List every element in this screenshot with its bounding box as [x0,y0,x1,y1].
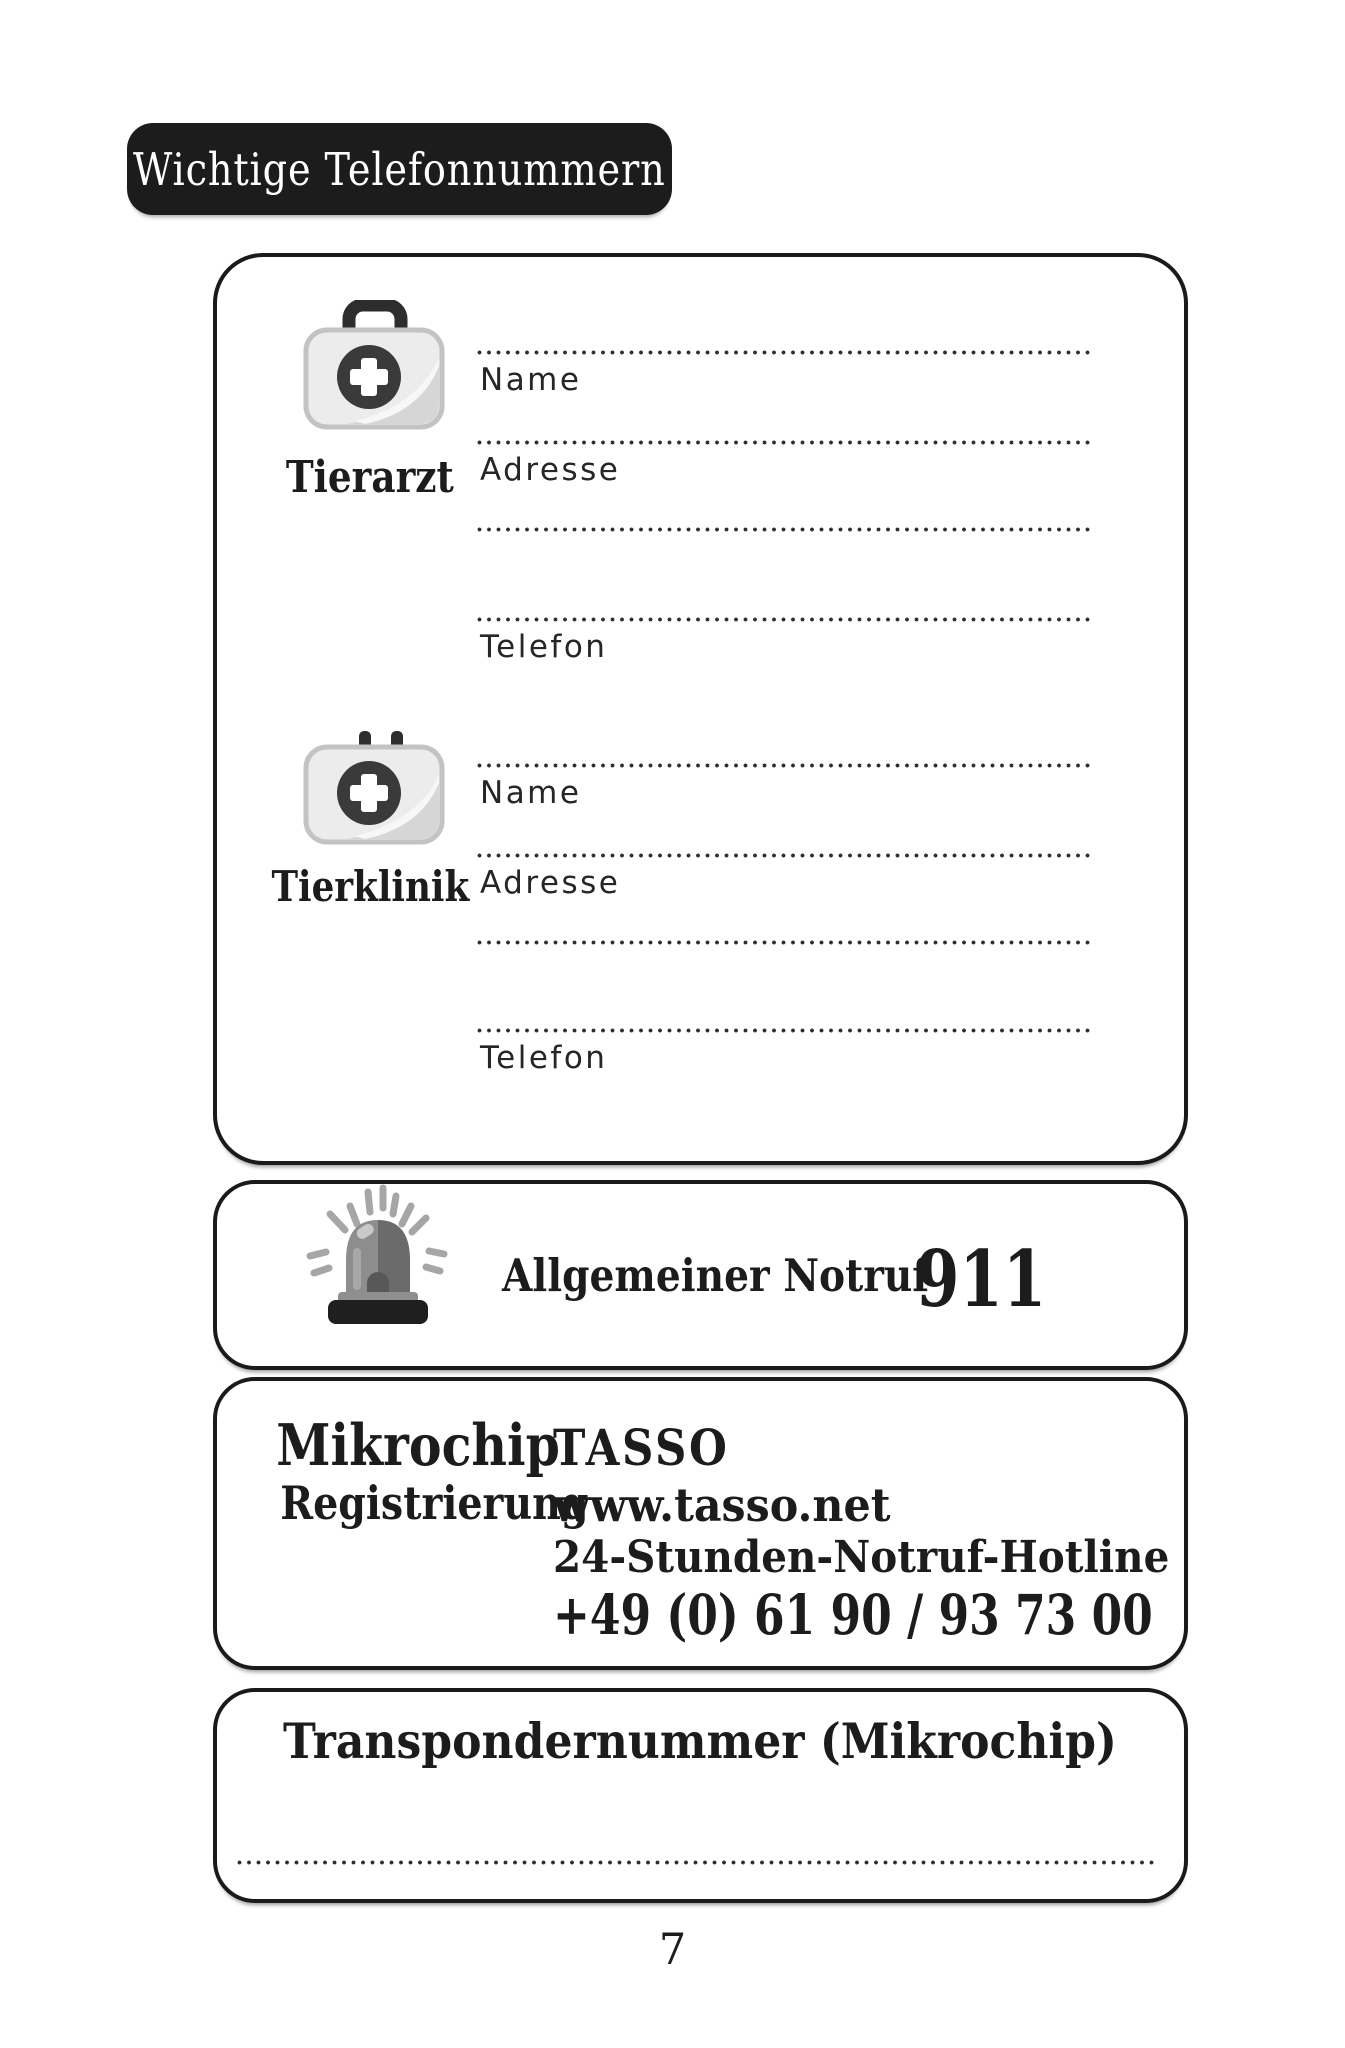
microchip-title-line1: Mikrochip [276,1412,560,1479]
clinic-section-label: Tierklinik [271,862,469,911]
page-title-text: Wichtige Telefonnummern [133,142,666,196]
page-number: 7 [658,1925,687,1975]
clinic-name-label: Name [480,775,582,811]
microchip-hotline-label: 24-Stunden-Notruf-Hotline [553,1532,1170,1583]
microchip-website: www.tasso.net [553,1478,891,1532]
siren-icon [298,1184,458,1326]
vet-name-label: Name [480,362,582,398]
medical-bag-icon [303,300,445,432]
vet-address-label: Adresse [480,452,621,488]
vet-address-line [477,440,1095,445]
transponder-title: Transpondernummer (Mikrochip) [283,1712,1117,1770]
clinic-name-line [477,763,1095,768]
microchip-title-line2: Registrierung [280,1476,589,1530]
vet-name-line [477,350,1095,355]
vet-section-label: Tierarzt [285,452,454,503]
emergency-number: 911 [916,1234,1047,1325]
transponder-number-line [237,1860,1156,1865]
emergency-label: Allgemeiner Notruf [502,1249,930,1302]
vet-phone-label: Telefon [480,629,608,665]
vet-address-line-2 [477,527,1095,532]
clinic-address-label: Adresse [480,865,621,901]
vet-phone-line [477,617,1095,622]
clinic-bag-icon [303,725,445,847]
clinic-phone-label: Telefon [480,1040,608,1076]
microchip-hotline-number: +49 (0) 61 90 / 93 73 00 [553,1582,1153,1647]
microchip-org: TASSO [553,1418,730,1477]
clinic-phone-line [477,1028,1095,1033]
clinic-address-line [477,853,1095,858]
page-title [127,123,672,215]
clinic-address-line-2 [477,940,1095,945]
